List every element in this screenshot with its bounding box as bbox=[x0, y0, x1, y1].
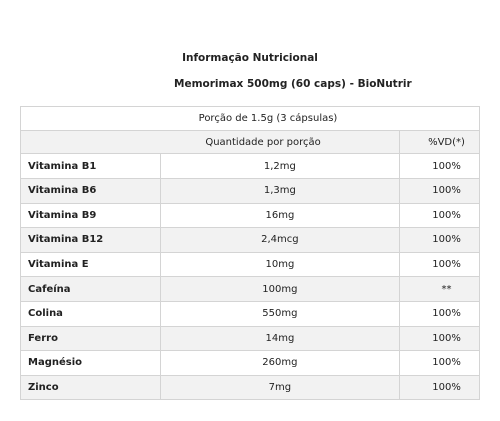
nutrient-amount: 2,4mcg bbox=[160, 228, 399, 253]
nutrient-amount: 7mg bbox=[160, 375, 399, 400]
nutrient-name: Cafeína bbox=[21, 277, 161, 302]
nutrient-amount: 260mg bbox=[160, 351, 399, 376]
table-row bbox=[21, 301, 480, 326]
nutrient-amount: 550mg bbox=[160, 301, 399, 326]
nutrient-vd: 100% bbox=[400, 228, 480, 253]
table-row bbox=[21, 351, 480, 376]
table-row bbox=[21, 375, 480, 400]
nutrient-amount: 14mg bbox=[160, 326, 399, 351]
nutrient-name: Zinco bbox=[21, 375, 161, 400]
table-row bbox=[21, 326, 480, 351]
nutrient-vd: 100% bbox=[400, 154, 480, 179]
nutrient-name: Vitamina B1 bbox=[21, 154, 161, 179]
vd-header: %VD(*) bbox=[400, 130, 480, 154]
nutrition-table bbox=[20, 106, 480, 400]
table-row bbox=[21, 154, 480, 179]
portion-cell: Porção de 1.5g (3 cápsulas) bbox=[21, 107, 480, 131]
product-name: Memorimax 500mg (60 caps) - BioNutrir bbox=[174, 78, 412, 90]
nutrient-amount: 10mg bbox=[160, 252, 399, 277]
nutrient-name: Ferro bbox=[21, 326, 161, 351]
quantity-header: Quantidade por porção bbox=[21, 130, 400, 154]
nutrient-vd: 100% bbox=[400, 375, 480, 400]
nutrient-vd: ** bbox=[400, 277, 480, 302]
nutrient-name: Vitamina B6 bbox=[21, 178, 161, 203]
nutrient-vd: 100% bbox=[400, 252, 480, 277]
nutrient-name: Vitamina B12 bbox=[21, 228, 161, 253]
nutrient-vd: 100% bbox=[400, 326, 480, 351]
nutrient-vd: 100% bbox=[400, 203, 480, 228]
nutrient-amount: 100mg bbox=[160, 277, 399, 302]
table-row bbox=[21, 203, 480, 228]
nutrient-amount: 1,2mg bbox=[160, 154, 399, 179]
nutrient-amount: 16mg bbox=[160, 203, 399, 228]
table-row bbox=[21, 228, 480, 253]
nutrient-vd: 100% bbox=[400, 301, 480, 326]
nutrient-vd: 100% bbox=[400, 351, 480, 376]
table-row bbox=[21, 178, 480, 203]
header-row bbox=[21, 130, 480, 154]
nutrient-amount: 1,3mg bbox=[160, 178, 399, 203]
portion-row bbox=[21, 107, 480, 131]
table-row bbox=[21, 277, 480, 302]
nutrient-name: Vitamina E bbox=[21, 252, 161, 277]
nutrient-name: Magnésio bbox=[21, 351, 161, 376]
nutrient-vd: 100% bbox=[400, 178, 480, 203]
nutrient-name: Vitamina B9 bbox=[21, 203, 161, 228]
page-title: Informação Nutricional bbox=[182, 52, 318, 64]
nutrient-name: Colina bbox=[21, 301, 161, 326]
table-row bbox=[21, 252, 480, 277]
